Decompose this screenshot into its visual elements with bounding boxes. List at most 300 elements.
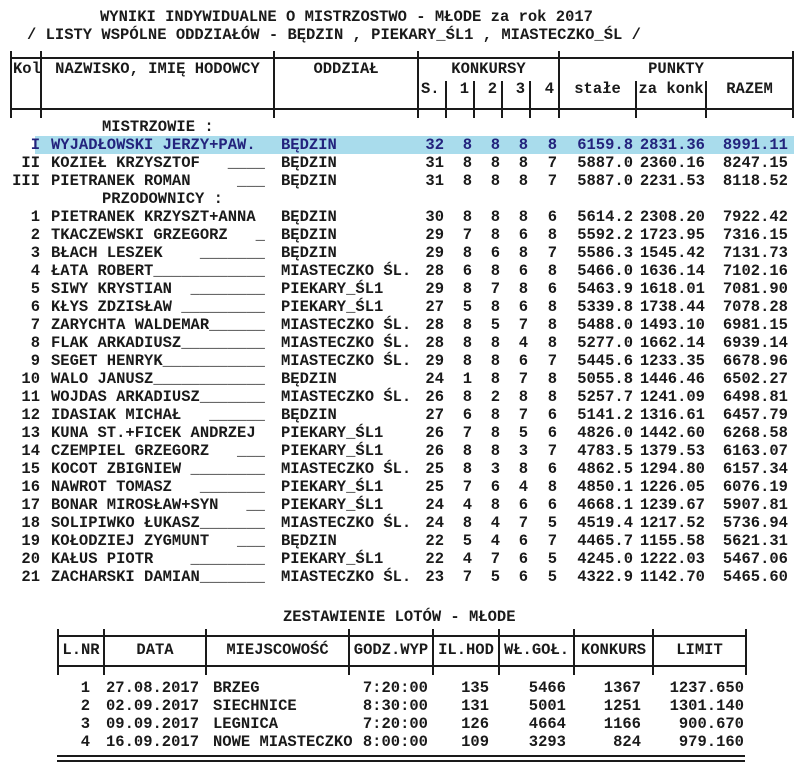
cell-za-konk: 1723.95 — [639, 226, 705, 244]
table-row — [12, 514, 794, 532]
cell-lnr: 3 — [80, 715, 90, 733]
cell-name: KŁYS ZDZISŁAW _________ — [51, 298, 265, 316]
flights-table-top-ticks — [57, 629, 747, 635]
cell-kol: III — [12, 172, 40, 190]
cell-name: KAŁUS PIOTR ________ — [51, 550, 265, 568]
cell-za-konk: 1316.61 — [639, 406, 705, 424]
cell-stale: 4668.1 — [577, 496, 633, 514]
cell-kol: I — [30, 136, 40, 154]
flight-row — [59, 715, 747, 733]
cell-s: 28 — [425, 262, 444, 280]
cell-limit: 1237.650 — [669, 679, 744, 697]
table-row — [12, 406, 794, 424]
cell-miejscowosc: BRZEG — [213, 679, 260, 697]
cell-konkurs-4: 5 — [547, 568, 557, 586]
cell-razem: 7131.73 — [722, 244, 788, 262]
cell-za-konk: 1662.14 — [639, 334, 705, 352]
cell-kol: 1 — [30, 208, 40, 226]
cell-stale: 4245.0 — [577, 550, 633, 568]
cell-konkurs-4: 6 — [547, 424, 557, 442]
cell-s: 28 — [425, 334, 444, 352]
table-row — [12, 208, 794, 226]
flight-row — [59, 679, 747, 697]
col-header-za-konk: za konk — [637, 81, 707, 108]
cell-konkurs-2: 8 — [490, 226, 500, 244]
cell-s: 22 — [425, 532, 444, 550]
cell-oddzial: MIASTECZKO ŚL. — [281, 334, 412, 352]
cell-razem: 5465.60 — [722, 568, 788, 586]
cell-name: PIETRANEK ROMAN ___ — [51, 172, 265, 190]
cell-s: 24 — [425, 514, 444, 532]
cell-kol: 13 — [21, 424, 40, 442]
cell-konkurs-2: 4 — [490, 514, 500, 532]
cell-konkurs-2: 4 — [490, 532, 500, 550]
cell-name: NAWROT TOMASZ _______ — [51, 478, 265, 496]
cell-konkurs-1: 7 — [462, 478, 472, 496]
cell-konkurs-4: 6 — [547, 460, 557, 478]
main-table-header-row-2 — [12, 81, 794, 108]
cell-il-hod: 109 — [461, 733, 489, 751]
cell-konkurs: 1251 — [603, 697, 641, 715]
col-header-wl-gol: WŁ.GOŁ. — [500, 637, 575, 665]
cell-s: 25 — [425, 460, 444, 478]
cell-za-konk: 1226.05 — [639, 478, 705, 496]
cell-oddzial: MIASTECZKO ŚL. — [281, 460, 412, 478]
cell-kol: 15 — [21, 460, 40, 478]
cell-konkurs-1: 8 — [462, 388, 472, 406]
cell-za-konk: 1239.67 — [639, 496, 705, 514]
cell-razem: 8991.11 — [722, 136, 788, 154]
cell-za-konk: 2831.36 — [639, 136, 705, 154]
col-header-oddzial: ODDZIAŁ — [275, 59, 419, 81]
cell-kol: 20 — [21, 550, 40, 568]
table-row — [12, 136, 794, 154]
cell-konkurs-1: 8 — [462, 136, 472, 154]
cell-oddzial: MIASTECZKO ŚL. — [281, 316, 412, 334]
col-header-data: DATA — [105, 637, 207, 665]
bottom-separator — [57, 755, 745, 762]
cell-konkurs-4: 7 — [547, 154, 557, 172]
table-row — [12, 460, 794, 478]
col-header-punkty: PUNKTY — [560, 59, 794, 81]
cell-oddzial: MIASTECZKO ŚL. — [281, 568, 412, 586]
cell-konkurs-3: 4 — [518, 334, 528, 352]
cell-kol: 14 — [21, 442, 40, 460]
cell-konkurs-1: 5 — [462, 298, 472, 316]
cell-s: 29 — [425, 352, 444, 370]
table-row — [12, 334, 794, 352]
col-header-kol: Kol — [12, 59, 42, 81]
cell-konkurs-3: 6 — [518, 226, 528, 244]
cell-konkurs-3: 7 — [518, 316, 528, 334]
cell-oddzial: BĘDZIN — [281, 136, 337, 154]
cell-kol: 5 — [30, 280, 40, 298]
cell-s: 30 — [425, 208, 444, 226]
cell-name: BŁACH LESZEK _______ — [51, 244, 265, 262]
cell-stale: 5466.0 — [577, 262, 633, 280]
cell-konkurs-1: 8 — [462, 172, 472, 190]
flights-table — [57, 629, 747, 762]
cell-konkurs-3: 6 — [518, 568, 528, 586]
cell-name: IDASIAK MICHAŁ ______ — [51, 406, 265, 424]
cell-kol: 8 — [30, 334, 40, 352]
cell-kol: 10 — [21, 370, 40, 388]
table-row — [12, 244, 794, 262]
cell-konkurs-1: 7 — [462, 226, 472, 244]
table-row — [12, 262, 794, 280]
col-header-limit: LIMIT — [654, 637, 747, 665]
cell-konkurs-4: 5 — [547, 514, 557, 532]
cell-limit: 979.160 — [678, 733, 744, 751]
cell-konkurs-2: 8 — [490, 136, 500, 154]
cell-s: 23 — [425, 568, 444, 586]
cell-kol: 7 — [30, 316, 40, 334]
cell-name: KOZIEŁ KRZYSZTOF ____ — [51, 154, 265, 172]
cell-name: WOJDAS ARKADIUSZ_______ — [51, 388, 265, 406]
cell-name: WYJADŁOWSKI JERZY+PAW. — [51, 136, 256, 154]
cell-stale: 4519.4 — [577, 514, 633, 532]
cell-razem: 6163.07 — [722, 442, 788, 460]
cell-konkurs-3: 6 — [518, 262, 528, 280]
cell-data: 27.08.2017 — [106, 679, 200, 697]
cell-konkurs-2: 8 — [490, 262, 500, 280]
table-row — [12, 352, 794, 370]
cell-konkurs-2: 8 — [490, 496, 500, 514]
cell-il-hod: 131 — [461, 697, 489, 715]
cell-razem: 5621.31 — [722, 532, 788, 550]
cell-stale: 4826.0 — [577, 424, 633, 442]
cell-konkurs-1: 5 — [462, 532, 472, 550]
cell-oddzial: BĘDZIN — [281, 208, 337, 226]
cell-s: 27 — [425, 406, 444, 424]
cell-oddzial: BĘDZIN — [281, 532, 337, 550]
cell-konkurs-2: 8 — [490, 172, 500, 190]
cell-konkurs-4: 8 — [547, 388, 557, 406]
cell-stale: 5592.2 — [577, 226, 633, 244]
cell-konkurs-4: 7 — [547, 352, 557, 370]
cell-stale: 4850.1 — [577, 478, 633, 496]
cell-za-konk: 1493.10 — [639, 316, 705, 334]
cell-oddzial: PIEKARY_ŚL1 — [281, 442, 384, 460]
cell-name: FLAK ARKADIUSZ_________ — [51, 334, 265, 352]
cell-konkurs-1: 7 — [462, 568, 472, 586]
col-header-konkurs-2: 2 — [475, 81, 503, 108]
cell-stale: 5339.8 — [577, 298, 633, 316]
cell-konkurs-2: 6 — [490, 244, 500, 262]
cell-konkurs-3: 8 — [518, 208, 528, 226]
cell-lnr: 1 — [80, 679, 90, 697]
cell-stale: 5586.3 — [577, 244, 633, 262]
flights-title: ZESTAWIENIE LOTÓW - MŁODE — [283, 608, 516, 626]
cell-konkurs-4: 8 — [547, 478, 557, 496]
cell-kol: 21 — [21, 568, 40, 586]
cell-razem: 6678.96 — [722, 352, 788, 370]
page-title: WYNIKI INDYWIDUALNE O MISTRZOSTWO - MŁODE za rok 2017 — [100, 8, 593, 26]
cell-konkurs-2: 8 — [490, 334, 500, 352]
cell-oddzial: PIEKARY_ŚL1 — [281, 550, 384, 568]
cell-kol: 17 — [21, 496, 40, 514]
cell-oddzial: BĘDZIN — [281, 244, 337, 262]
col-header-il-hod: IL.HOD — [434, 637, 500, 665]
cell-kol: 2 — [30, 226, 40, 244]
cell-name: BONAR MIROSŁAW+SYN __ — [51, 496, 265, 514]
cell-za-konk: 1738.44 — [639, 298, 705, 316]
cell-konkurs-4: 8 — [547, 370, 557, 388]
table-row — [12, 226, 794, 244]
table-row — [12, 172, 794, 190]
cell-konkurs-3: 8 — [518, 388, 528, 406]
col-header-godz-wyp: GODZ.WYP — [350, 637, 434, 665]
cell-data: 02.09.2017 — [106, 697, 200, 715]
cell-oddzial: PIEKARY_ŚL1 — [281, 298, 384, 316]
cell-godz-wyp: 7:20:00 — [362, 715, 428, 733]
flights-table-body — [57, 675, 747, 751]
cell-stale: 5257.7 — [577, 388, 633, 406]
cell-konkurs-1: 6 — [462, 262, 472, 280]
cell-razem: 6981.15 — [722, 316, 788, 334]
cell-konkurs-3: 8 — [518, 280, 528, 298]
cell-konkurs-1: 8 — [462, 316, 472, 334]
cell-konkurs-2: 5 — [490, 568, 500, 586]
cell-s: 31 — [425, 172, 444, 190]
cell-name: ŁATA ROBERT____________ — [51, 262, 265, 280]
cell-konkurs-3: 3 — [518, 442, 528, 460]
cell-name: PIETRANEK KRZYSZT+ANNA — [51, 208, 256, 226]
cell-konkurs: 824 — [613, 733, 641, 751]
cell-konkurs-1: 4 — [462, 496, 472, 514]
cell-konkurs-1: 6 — [462, 406, 472, 424]
cell-oddzial: MIASTECZKO ŚL. — [281, 514, 412, 532]
table-row — [12, 280, 794, 298]
cell-konkurs-1: 8 — [462, 244, 472, 262]
cell-oddzial: BĘDZIN — [281, 226, 337, 244]
cell-oddzial: MIASTECZKO ŚL. — [281, 352, 412, 370]
cell-konkurs-1: 8 — [462, 208, 472, 226]
cell-konkurs-2: 7 — [490, 550, 500, 568]
cell-konkurs-2: 8 — [490, 406, 500, 424]
cell-razem: 6268.58 — [722, 424, 788, 442]
cell-s: 29 — [425, 244, 444, 262]
cell-konkurs-3: 6 — [518, 532, 528, 550]
section-label: MISTRZOWIE : — [102, 118, 214, 136]
cell-s: 27 — [425, 298, 444, 316]
cell-za-konk: 1446.46 — [639, 370, 705, 388]
cell-konkurs-2: 8 — [490, 298, 500, 316]
cell-miejscowosc: NOWE MIASTECZKO — [213, 733, 353, 751]
cell-razem: 6939.14 — [722, 334, 788, 352]
cell-konkurs-2: 8 — [490, 154, 500, 172]
section-label: PRZODOWNICY : — [102, 190, 223, 208]
cell-konkurs-2: 8 — [490, 370, 500, 388]
table-row — [12, 424, 794, 442]
cell-stale: 4862.5 — [577, 460, 633, 478]
cell-name: SIWY KRYSTIAN ________ — [51, 280, 265, 298]
col-header-spacer-kol — [12, 81, 42, 108]
col-header-konkurs-1: 1 — [447, 81, 475, 108]
cell-konkurs-1: 8 — [462, 334, 472, 352]
cell-za-konk: 1618.01 — [639, 280, 705, 298]
cell-za-konk: 2231.53 — [639, 172, 705, 190]
cell-razem: 6502.27 — [722, 370, 788, 388]
cell-wl-gol: 5466 — [528, 679, 566, 697]
col-header-razem: RAZEM — [707, 81, 794, 108]
cell-stale: 5887.0 — [577, 172, 633, 190]
cell-konkurs-3: 8 — [518, 154, 528, 172]
cell-kol: 12 — [21, 406, 40, 424]
cell-konkurs-1: 8 — [462, 280, 472, 298]
col-header-lnr: L.NR — [59, 637, 105, 665]
cell-s: 22 — [425, 550, 444, 568]
cell-konkurs-2: 2 — [490, 388, 500, 406]
cell-konkurs-3: 8 — [518, 244, 528, 262]
main-table-top-ticks — [10, 51, 794, 57]
cell-stale: 4322.9 — [577, 568, 633, 586]
col-header-spacer-name — [42, 81, 275, 108]
col-header-spacer-oddzial — [275, 81, 419, 108]
cell-kol: 9 — [30, 352, 40, 370]
table-row — [12, 154, 794, 172]
cell-stale: 5141.2 — [577, 406, 633, 424]
cell-s: 32 — [425, 136, 444, 154]
cell-konkurs-1: 4 — [462, 550, 472, 568]
cell-razem: 8247.15 — [722, 154, 788, 172]
cell-stale: 5055.8 — [577, 370, 633, 388]
cell-konkurs-4: 8 — [547, 334, 557, 352]
cell-godz-wyp: 8:00:00 — [362, 733, 428, 751]
cell-il-hod: 135 — [461, 679, 489, 697]
cell-s: 31 — [425, 154, 444, 172]
cell-s: 26 — [425, 388, 444, 406]
cell-stale: 6159.8 — [577, 136, 633, 154]
cell-razem: 7102.16 — [722, 262, 788, 280]
cell-kol: II — [21, 154, 40, 172]
cell-za-konk: 2360.16 — [639, 154, 705, 172]
cell-konkurs-4: 8 — [547, 316, 557, 334]
cell-konkurs: 1166 — [603, 715, 641, 733]
cell-razem: 7316.15 — [722, 226, 788, 244]
cell-oddzial: BĘDZIN — [281, 406, 337, 424]
cell-konkurs: 1367 — [603, 679, 641, 697]
col-header-konkurs-4: 4 — [531, 81, 560, 108]
cell-konkurs-2: 7 — [490, 280, 500, 298]
cell-name: CZEMPIEL GRZEGORZ ___ — [51, 442, 265, 460]
cell-konkurs-3: 7 — [518, 514, 528, 532]
cell-konkurs-3: 6 — [518, 550, 528, 568]
cell-konkurs-1: 8 — [462, 514, 472, 532]
cell-oddzial: PIEKARY_ŚL1 — [281, 280, 384, 298]
flights-table-header — [57, 635, 747, 667]
cell-konkurs-3: 8 — [518, 136, 528, 154]
flight-row — [59, 697, 747, 715]
table-row — [12, 550, 794, 568]
cell-miejscowosc: LEGNICA — [213, 715, 279, 733]
cell-konkurs-1: 7 — [462, 424, 472, 442]
cell-name: SEGET HENRYK___________ — [51, 352, 265, 370]
cell-stale: 5614.2 — [577, 208, 633, 226]
table-row — [12, 316, 794, 334]
cell-konkurs-2: 3 — [490, 460, 500, 478]
cell-razem: 7922.42 — [722, 208, 788, 226]
cell-konkurs-2: 8 — [490, 352, 500, 370]
cell-konkurs-4: 7 — [547, 172, 557, 190]
cell-name: TKACZEWSKI GRZEGORZ _ — [51, 226, 265, 244]
cell-stale: 4783.5 — [577, 442, 633, 460]
cell-oddzial: MIASTECZKO ŚL. — [281, 262, 412, 280]
cell-razem: 8118.52 — [722, 172, 788, 190]
col-header-nazwisko: NAZWISKO, IMIĘ HODOWCY — [42, 59, 275, 81]
col-header-konkurs: KONKURS — [575, 637, 654, 665]
cell-name: KUNA ST.+FICEK ANDRZEJ — [51, 424, 256, 442]
cell-za-konk: 1294.80 — [639, 460, 705, 478]
cell-kol: 18 — [21, 514, 40, 532]
cell-stale: 5445.6 — [577, 352, 633, 370]
table-row — [12, 532, 794, 550]
cell-za-konk: 1233.35 — [639, 352, 705, 370]
cell-oddzial: BĘDZIN — [281, 154, 337, 172]
cell-kol: 16 — [21, 478, 40, 496]
cell-konkurs-4: 8 — [547, 298, 557, 316]
cell-kol: 3 — [30, 244, 40, 262]
flights-table-header-stubs — [57, 667, 747, 675]
cell-konkurs-4: 6 — [547, 496, 557, 514]
cell-wl-gol: 4664 — [528, 715, 566, 733]
cell-stale: 4465.7 — [577, 532, 633, 550]
cell-limit: 900.670 — [678, 715, 744, 733]
cell-stale: 5887.0 — [577, 154, 633, 172]
title-block — [0, 0, 800, 44]
cell-konkurs-1: 8 — [462, 460, 472, 478]
cell-konkurs-3: 7 — [518, 370, 528, 388]
cell-oddzial: MIASTECZKO ŚL. — [281, 388, 412, 406]
cell-razem: 6457.79 — [722, 406, 788, 424]
cell-konkurs-4: 8 — [547, 136, 557, 154]
cell-godz-wyp: 8:30:00 — [362, 697, 428, 715]
cell-il-hod: 126 — [461, 715, 489, 733]
table-row — [12, 568, 794, 586]
cell-s: 26 — [425, 442, 444, 460]
col-header-miejscowosc: MIEJSCOWOŚĆ — [207, 637, 350, 665]
cell-oddzial: PIEKARY_ŚL1 — [281, 478, 384, 496]
cell-konkurs-2: 8 — [490, 442, 500, 460]
cell-name: WALO JANUSZ____________ — [51, 370, 265, 388]
cell-wl-gol: 3293 — [528, 733, 566, 751]
cell-razem: 7078.28 — [722, 298, 788, 316]
main-table-body — [10, 118, 794, 586]
cell-konkurs-4: 7 — [547, 244, 557, 262]
table-row — [12, 388, 794, 406]
cell-s: 24 — [425, 370, 444, 388]
cell-konkurs-2: 5 — [490, 316, 500, 334]
cell-konkurs-1: 8 — [462, 154, 472, 172]
cell-razem: 5736.94 — [722, 514, 788, 532]
table-row — [12, 496, 794, 514]
main-table-header-row-1 — [12, 59, 794, 81]
cell-data: 16.09.2017 — [106, 733, 200, 751]
cell-s: 25 — [425, 478, 444, 496]
cell-oddzial: BĘDZIN — [281, 172, 337, 190]
cell-konkurs-4: 6 — [547, 280, 557, 298]
cell-stale: 5488.0 — [577, 316, 633, 334]
flights-table-header-row — [59, 637, 747, 665]
cell-konkurs-3: 6 — [518, 352, 528, 370]
cell-konkurs-4: 5 — [547, 550, 557, 568]
cell-za-konk: 2308.20 — [639, 208, 705, 226]
cell-za-konk: 1155.58 — [639, 532, 705, 550]
cell-kol: 19 — [21, 532, 40, 550]
table-row — [12, 370, 794, 388]
cell-konkurs-4: 8 — [547, 226, 557, 244]
cell-konkurs-3: 4 — [518, 478, 528, 496]
